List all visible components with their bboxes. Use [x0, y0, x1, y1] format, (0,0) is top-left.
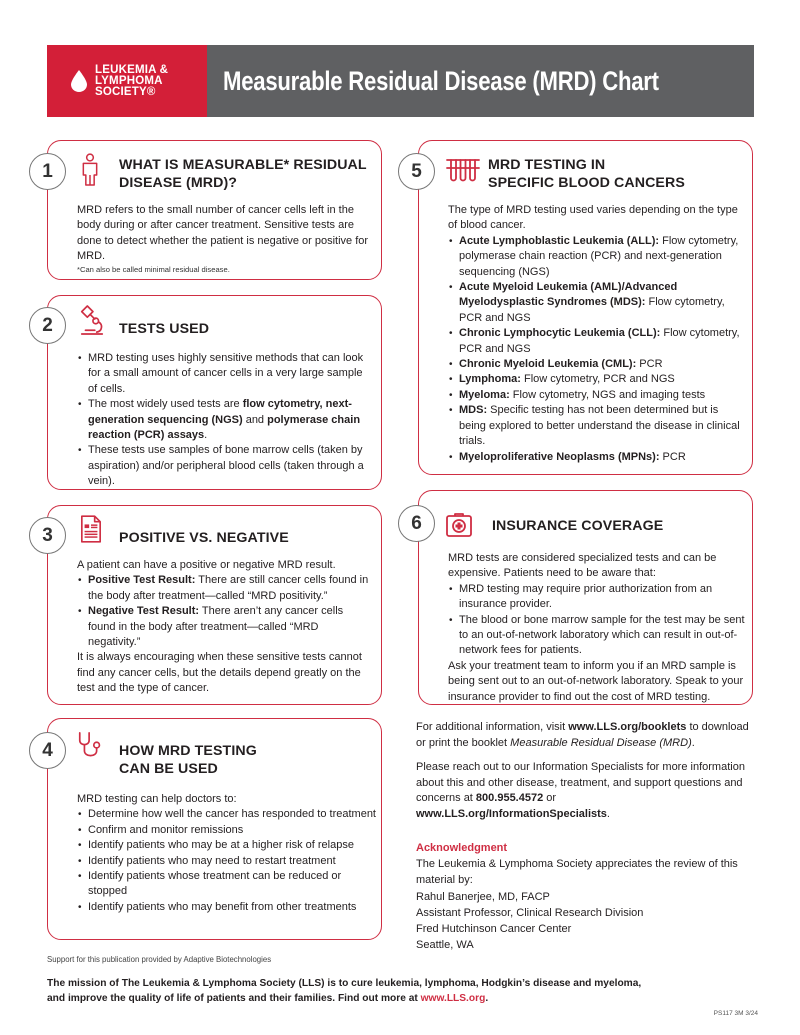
section-title: POSITIVE VS. NEGATIVE: [119, 530, 289, 546]
section-number-2: 2: [29, 307, 66, 344]
support-note: Support for this publication provided by Adaptive Biotechnologies: [47, 955, 272, 964]
list-item: • Identify patients who may need to restart treatment: [77, 854, 377, 869]
section-number-5: 5: [398, 153, 435, 190]
section-title: TESTS USED: [119, 321, 210, 337]
section-body: MRD tests are considered specialized tests and can be expensive. Patients need to be aware that: • MRD testing may require prior authorization from an insurance provider. • The blood or bone marrow sample for the test may be sent to an out-of-network laboratory which can result in out-of-network fees for patients. Ask your treatment team to inform you if an MRD sample is being sent out to an out-of-network laboratory. Speak to your insurance provider to find out the cost of MRD testing.: [448, 551, 748, 705]
page-title: Measurable Residual Disease (MRD) Chart: [222, 65, 659, 96]
list-item: • MRD testing uses highly sensitive methods that can look for a small amount of cancer cells in a very large sample of cells.: [77, 351, 372, 397]
list-item: • Identify patients who may be at a higher risk of relapse: [77, 838, 377, 853]
publication-code: PS117 3M 3/24: [713, 1010, 758, 1017]
section-body: The type of MRD testing used varies depending on the type of blood cancer. • Acute Lymphoblastic Leukemia (ALL): Flow cytometry, polymerase chain reaction (PCR) and next-generation sequencing (NGS) • Acute Myeloid Leukemia (AML)/Advanced Myelodysplastic Syndromes (MDS): Flow cytometry, PCR and NGS • Chronic Lymphocytic Leukemia (CLL): Flow cytometry, PCR and NGS • Chronic Myeloid Leukemia (CML): PCR • Lymphoma: Flow cytometry, PCR and NGS • Myeloma: Flow cytometry, NGS and imaging tests • MDS: Specific testing has not been determined but is being explored to better understand the disease in clinical trials. • Myeloproliferative Neoplasms (MPNs): PCR: [448, 203, 743, 465]
section-body: A patient can have a positive or negative MRD result. • Positive Test Result: There are still cancer cells found in the body after treatment—called “MRD positivity.” • Negative Test Result: There aren’t any cancer cells found in the body after treatment—called “MRD negativity.” It is always encouraging when these sensitive tests cannot find any cancer cells, but the details depend greatly on the test and the type of cancer.: [77, 558, 372, 697]
list-item: • The blood or bone marrow sample for the test may be sent to an out-of-network laboratory which can result in out-of-network fees for patients.: [448, 613, 748, 659]
mission-statement: The mission of The Leukemia & Lymphoma Society (LLS) is to cure leukemia, lymphoma, Hodgkin’s disease and myeloma, and improve the quality of life of patients and their families. Find out more at www.LLS.org.: [47, 978, 642, 1004]
list-item: • Myeloma: Flow cytometry, NGS and imaging tests: [448, 388, 743, 403]
section-body: [77, 351, 372, 490]
section-number-3: 3: [29, 517, 66, 554]
medical-cross-icon: [446, 513, 472, 537]
list-item: • The most widely used tests are flow cytometry, next-generation sequencing (NGS) and polymerase chain reaction (PCR) assays.: [77, 397, 372, 443]
booklets-link[interactable]: www.LLS.org/booklets: [568, 721, 687, 733]
list-item: • These tests use samples of bone marrow cells (taken by aspiration) and/or peripheral blood cells (taken through a vein).: [77, 443, 372, 489]
acknowledgment: Acknowledgment The Leukemia & Lymphoma Society appreciates the review of this material by: Rahul Banerjee, MD, FACP Assistant Professor, Clinical Research Division Fred Hutchinson Cancer Center Seattle, WA: [416, 840, 751, 953]
list-item: • Acute Lymphoblastic Leukemia (ALL): Flow cytometry, polymerase chain reaction (PCR) and next-generation sequencing (NGS): [448, 234, 743, 280]
lls-logo: [47, 45, 207, 117]
section-number-6: 6: [398, 505, 435, 542]
stethoscope-icon: [76, 731, 106, 761]
list-item: • Determine how well the cancer has responded to treatment: [77, 807, 377, 822]
list-item: • Negative Test Result: There aren’t any cancer cells found in the body after treatment—called “MRD negativity.”: [77, 604, 372, 650]
section-body: MRD refers to the small number of cancer cells left in the body during or after cancer treatment. Sensitive tests are done to detect whether the patient is negative or positive for MRD. *Can also be called minimal residual disease.: [77, 203, 372, 275]
section-title: INSURANCE COVERAGE: [492, 518, 664, 534]
list-item: • Confirm and monitor remissions: [77, 823, 377, 838]
section-title: HOW MRD TESTING CAN BE USED: [119, 743, 257, 777]
list-item: • Myeloproliferative Neoplasms (MPNs): PCR: [448, 450, 743, 465]
list-item: • MRD testing may require prior authorization from an insurance provider.: [448, 582, 748, 613]
list-item: • Chronic Lymphocytic Leukemia (CLL): Flow cytometry, PCR and NGS: [448, 326, 743, 357]
title-bar: [207, 45, 754, 117]
phone-number[interactable]: 800.955.4572: [475, 792, 544, 805]
section-title: MRD TESTING IN SPECIFIC BLOOD CANCERS: [488, 157, 685, 191]
list-item: • Acute Myeloid Leukemia (AML)/Advanced Myelodysplastic Syndromes (MDS): Flow cytometry, PCR and NGS: [448, 280, 743, 326]
microscope-icon: [78, 304, 106, 336]
list-item: • Identify patients who may benefit from other treatments: [77, 900, 377, 915]
section-title: WHAT IS MEASURABLE* RESIDUAL DISEASE (MRD)?: [119, 157, 367, 191]
list-item: • Identify patients whose treatment can be reduced or stopped: [77, 869, 377, 900]
acknowledgment-title: Acknowledgment: [416, 842, 508, 854]
header: [47, 45, 754, 117]
section-mrd-testing-blood-cancers: [418, 140, 753, 475]
footnote: *Can also be called minimal residual disease.: [77, 264, 230, 274]
person-icon: [80, 150, 100, 190]
info-specialists-link[interactable]: www.LLS.org/InformationSpecialists: [416, 807, 607, 820]
section-number-1: 1: [29, 153, 66, 190]
section-number-4: 4: [29, 732, 66, 769]
list-item: • Chronic Myeloid Leukemia (CML): PCR: [448, 357, 743, 372]
list-item: • Positive Test Result: There are still cancer cells found in the body after treatment—called “MRD positivity.”: [77, 573, 372, 604]
lls-website-link[interactable]: www.LLS.org: [420, 993, 486, 1004]
list-item: • MDS: Specific testing has not been determined but is being explored to better understand the disease in clinical trials.: [448, 403, 743, 449]
list-item: • Lymphoma: Flow cytometry, PCR and NGS: [448, 372, 743, 387]
document-icon: [80, 514, 102, 544]
additional-info: For additional information, visit www.LLS.org/booklets to download or print the booklet Measurable Residual Disease (MRD). Please reach out to our Information Specialists for more information about this and other disease, treatment, and support questions and concerns at 800.955.4572 or www.LLS.org/InformationSpecialists.: [416, 721, 749, 820]
logo-text: LEUKEMIA & LYMPHOMA SOCIETY®: [95, 63, 169, 98]
section-body: MRD testing can help doctors to: • Determine how well the cancer has responded to treatment • Confirm and monitor remissions • Identify patients who may be at a higher risk of relapse • Identify patients who may need to restart treatment • Identify patients whose treatment can be reduced or stopped • Identify patients who may benefit from other treatments: [77, 792, 377, 915]
blood-drop-icon: [71, 70, 87, 92]
test-tubes-icon: [446, 158, 480, 184]
